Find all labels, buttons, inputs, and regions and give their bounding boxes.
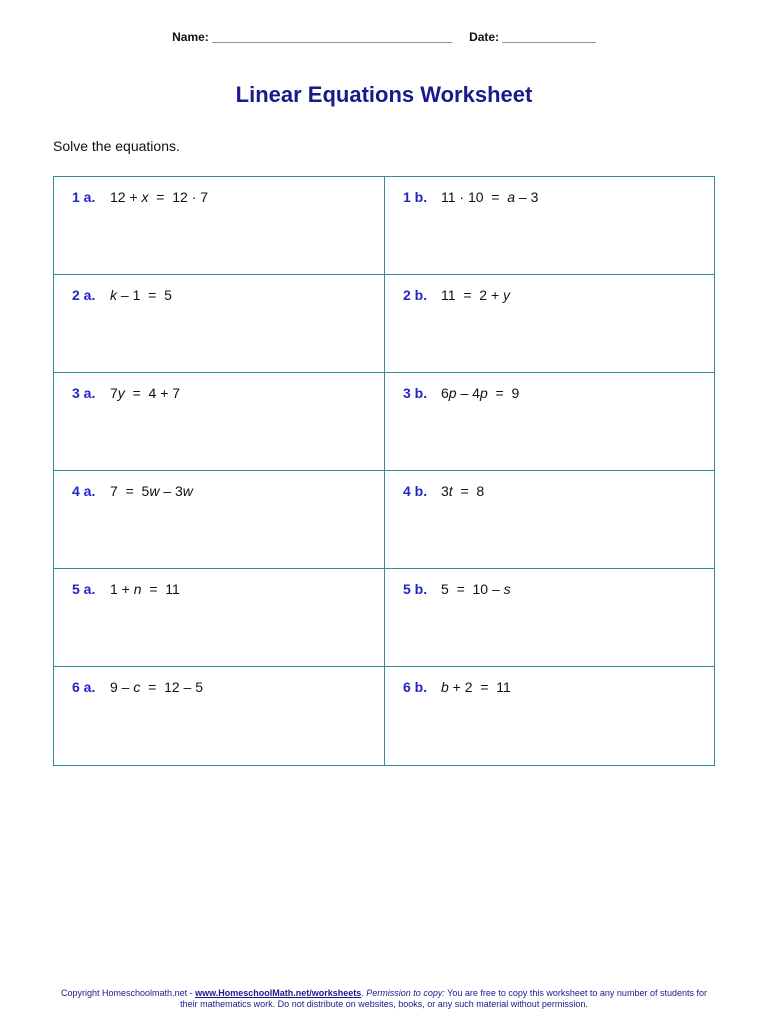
problem-equation [110,679,203,695]
equation-text: 3 [441,483,449,499]
problem-equation [110,581,180,597]
date-field: Date: ______________ [469,30,596,44]
problem-cell [385,667,714,765]
equation-text: 6 [441,385,449,401]
footer-link[interactable]: www.HomeschoolMath.net/worksheets [195,988,362,998]
problem-number: 1 a. [72,189,96,205]
equation-text: 5 = 10 – [441,581,504,597]
equation-variable: k [110,287,117,303]
equation-variable: s [503,581,511,597]
equation-variable: y [503,287,511,303]
footer-permission-label: Permission to copy: [366,988,445,998]
equation-variable: w [149,483,160,499]
equation-text: = 8 [452,483,485,499]
problem-number: 6 a. [72,679,96,695]
problem-cell [54,177,385,275]
problem-number: 4 a. [72,483,96,499]
problem-cell [54,373,385,471]
problem-cell [385,471,714,569]
equation-variable: p [448,385,457,401]
equation-text: – 3 [515,189,539,205]
problem-number: 4 b. [403,483,428,499]
equation-text: 7 [110,385,118,401]
equation-text: – 4 [456,385,480,401]
equation-text: = 12 – 5 [140,679,204,695]
problem-equation [441,483,484,499]
equation-variable: w [182,483,193,499]
equation-text: = 4 + 7 [124,385,181,401]
equation-text: 12 + [110,189,142,205]
page-title: Linear Equations Worksheet [235,82,533,107]
problem-number: 6 b. [403,679,428,695]
problem-cell [54,275,385,373]
problem-cell [54,471,385,569]
equation-variable: a [507,189,516,205]
equation-text: 1 + [110,581,134,597]
footer-copyright [60,988,708,1010]
equation-text: 11 = 2 + [441,287,504,303]
equation-variable: x [141,189,149,205]
problem-cell [385,275,714,373]
footer-copyright-text: Copyright Homeschoolmath.net - [61,988,196,998]
problem-equation [110,483,193,499]
equation-variable: c [133,679,141,695]
problem-equation [110,287,172,303]
problem-number: 2 b. [403,287,428,303]
equation-variable: b [441,679,449,695]
header-fields [0,30,768,44]
problem-cell [54,667,385,765]
problem-grid [53,176,715,766]
equation-variable: p [479,385,488,401]
equation-text: 11 · 10 = [441,189,508,205]
equation-text: – 1 = 5 [117,287,172,303]
problem-cell [385,373,714,471]
equation-variable: y [117,385,125,401]
problem-number: 1 b. [403,189,428,205]
problem-number: 3 a. [72,385,96,401]
equation-text: – 3 [159,483,183,499]
problem-number: 2 a. [72,287,96,303]
problem-number: 3 b. [403,385,428,401]
problem-cell [54,569,385,667]
problem-cell [385,177,714,275]
problem-equation [441,385,519,401]
problem-equation [441,287,510,303]
equation-text: = 11 [141,581,180,597]
problem-cell [385,569,714,667]
problem-equation [441,189,538,205]
instructions: Solve the equations. [53,138,180,154]
equation-text: 7 = 5 [110,483,150,499]
problem-equation [441,679,511,695]
equation-text: + 2 = 11 [448,679,511,695]
footer-permission-text: You are free to copy this worksheet to any number of students for their mathematics work. Do not distribute on websites, books, or any such material without permission. [180,988,707,1009]
equation-variable: t [448,483,453,499]
problem-equation [441,581,511,597]
footer-separator: . [361,988,367,998]
problem-number: 5 b. [403,581,428,597]
problem-number: 5 a. [72,581,96,597]
equation-variable: n [133,581,142,597]
problem-equation [110,189,208,205]
equation-text: = 9 [487,385,520,401]
equation-text: 9 – [110,679,134,695]
name-field: Name: ____________________________________ [172,30,453,44]
equation-text: = 12 · 7 [148,189,209,205]
problem-equation [110,385,180,401]
